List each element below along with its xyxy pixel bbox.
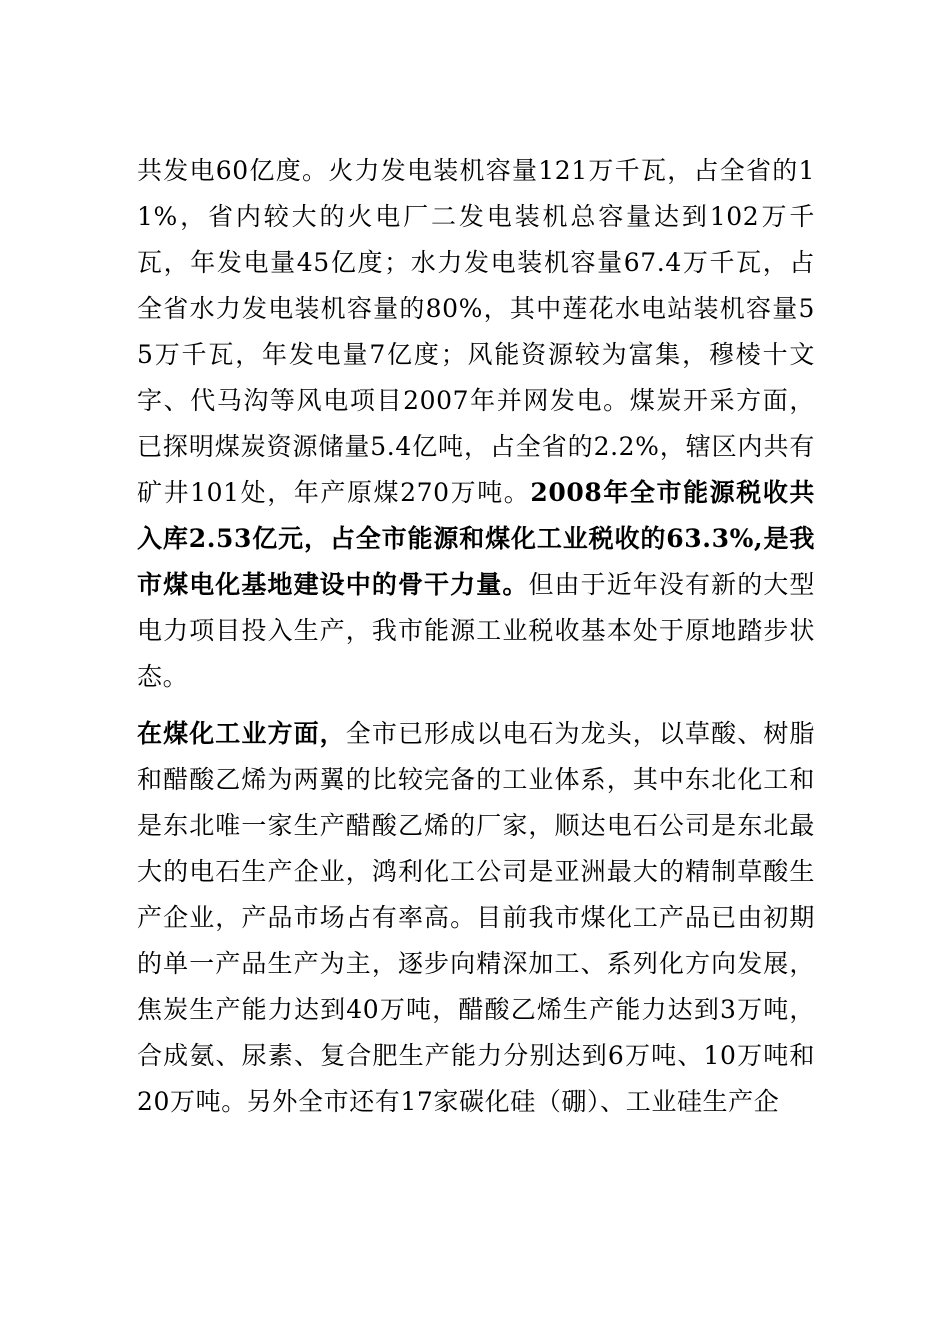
- paragraph-1-text-a: 共发电60亿度。火力发电装机容量121万千瓦，占全省的11%，省内较大的火电厂二发电装机总容量达到102万千瓦，年发电量45亿度；水力发电装机容量67.4万千瓦，占全省水力发电装机容量的80%，其中莲花水电站装机容量55万千瓦，年发电量7亿度；风能资源较为富集，穆棱十文字、代马沟等风电项目2007年并网发电。煤炭开采方面，已探明煤炭资源储量5.4亿吨，占全省的2.2%，辖区内共有矿井101处，年产原煤270万吨。: [137, 156, 815, 507]
- paragraph-2-bold-heading: 在煤化工业方面，: [137, 719, 346, 748]
- document-page: [137, 148, 815, 1125]
- paragraph-2-text-b: 全市已形成以电石为龙头，以草酸、树脂和醋酸乙烯为两翼的比较完备的工业体系，其中东北化工和是东北唯一家生产醋酸乙烯的厂家，顺达电石公司是东北最大的电石生产企业，鸿利化工公司是亚洲最大的精制草酸生产企业，产品市场占有率高。目前我市煤化工产品已由初期的单一产品生产为主，逐步向精深加工、系列化方向发展，焦炭生产能力达到40万吨，醋酸乙烯生产能力达到3万吨，合成氨、尿素、复合肥生产能力分别达到6万吨、10万吨和20万吨。另外全市还有17家碳化硅（硼）、工业硅生产企: [137, 719, 815, 1116]
- paragraph-coal-chemical: [137, 711, 815, 1125]
- paragraph-1-text-c: 但由于近年没有新的大型电力项目投入生产，我市能源工业税收基本处于原地踏步状态。: [137, 570, 815, 691]
- paragraph-1-bold-highlight: 2008年全市能源税收共入库2.53亿元，占全市能源和煤化工业税收的63.3%,是我市煤电化基地建设中的骨干力量。: [137, 478, 815, 599]
- paragraph-energy-power: [137, 148, 815, 700]
